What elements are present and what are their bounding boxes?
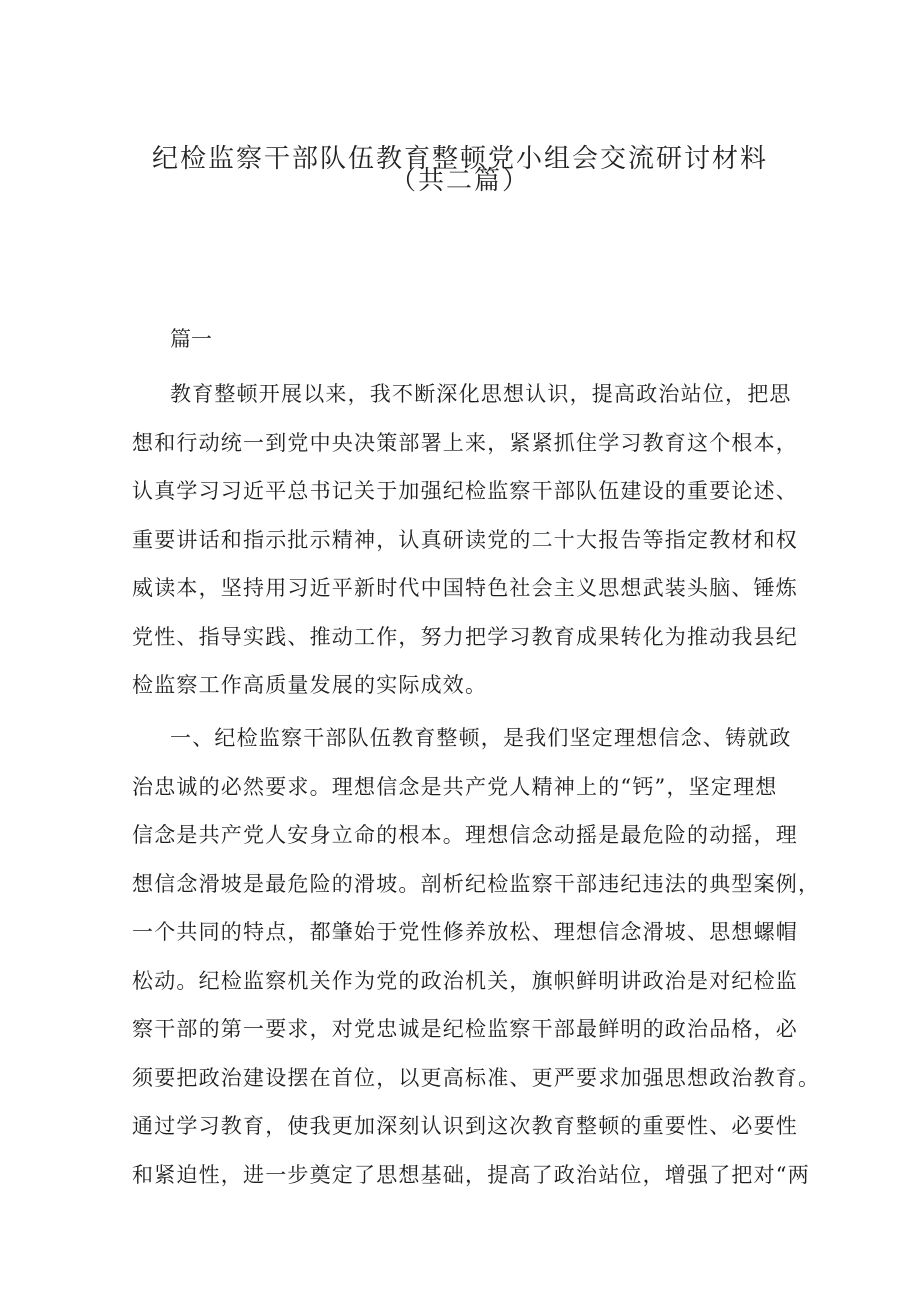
paragraph-line: 想和行动统一到党中央决策部署上来，紧紧抓住学习教育这个根本， xyxy=(132,430,798,455)
paragraph-line: 察干部的第一要求，对党忠诚是纪检监察干部最鲜明的政治品格，必 xyxy=(132,1017,798,1041)
paragraph-line: 重要讲话和指示批示精神，认真研读党的二十大报告等指定教材和权 xyxy=(132,527,798,552)
paragraph-intro xyxy=(132,370,802,710)
paragraph-line: 一、纪检监察干部队伍教育整顿，是我们坚定理想信念、铸就政 xyxy=(170,726,792,750)
paragraph-line: 和紧迫性，进一步奠定了思想基础，提高了政治站位，增强了把对“两 xyxy=(132,1162,810,1187)
section-label: 篇一 xyxy=(170,327,212,351)
document-subtitle: （共二篇） xyxy=(389,166,530,196)
paragraph-line: 认真学习习近平总书记关于加强纪检监察干部队伍建设的重要论述、 xyxy=(132,479,798,503)
paragraph-line: 教育整顿开展以来，我不断深化思想认识，提高政治站位，把思 xyxy=(170,382,792,406)
paragraph-line: 须要把政治建设摆在首位，以更高标准、更严要求加强思想政治教育。 xyxy=(132,1065,821,1090)
paragraph-line: 想信念滑坡是最危险的滑坡。剖析纪检监察干部违纪违法的典型案例， xyxy=(132,871,821,896)
paragraph-line: 通过学习教育，使我更加深刻认识到这次教育整顿的重要性、必要性 xyxy=(132,1114,798,1138)
paragraph-point-one xyxy=(132,714,821,1199)
paragraph-line: 松动。纪检监察机关作为党的政治机关，旗帜鲜明讲政治是对纪检监 xyxy=(132,968,798,993)
paragraph-line: 威读本，坚持用习近平新时代中国特色社会主义思想武装头脑、锤炼 xyxy=(132,576,798,600)
paragraph-line: 信念是共产党人安身立命的根本。理想信念动摇是最危险的动摇，理 xyxy=(132,823,798,847)
paragraph-line: 一个共同的特点，都肇始于党性修养放松、理想信念滑坡、思想螺帽 xyxy=(132,920,798,944)
paragraph-line: 党性、指导实践、推动工作，努力把学习教育成果转化为推动我县纪 xyxy=(132,624,798,649)
paragraph-line: 治忠诚的必然要求。理想信念是共产党人精神上的“钙”，坚定理想 xyxy=(132,774,778,799)
paragraph-line: 检监察工作高质量发展的实际成效。 xyxy=(132,673,488,697)
document-title: 纪检监察干部队伍教育整顿党小组会交流研讨材料 xyxy=(151,144,768,174)
